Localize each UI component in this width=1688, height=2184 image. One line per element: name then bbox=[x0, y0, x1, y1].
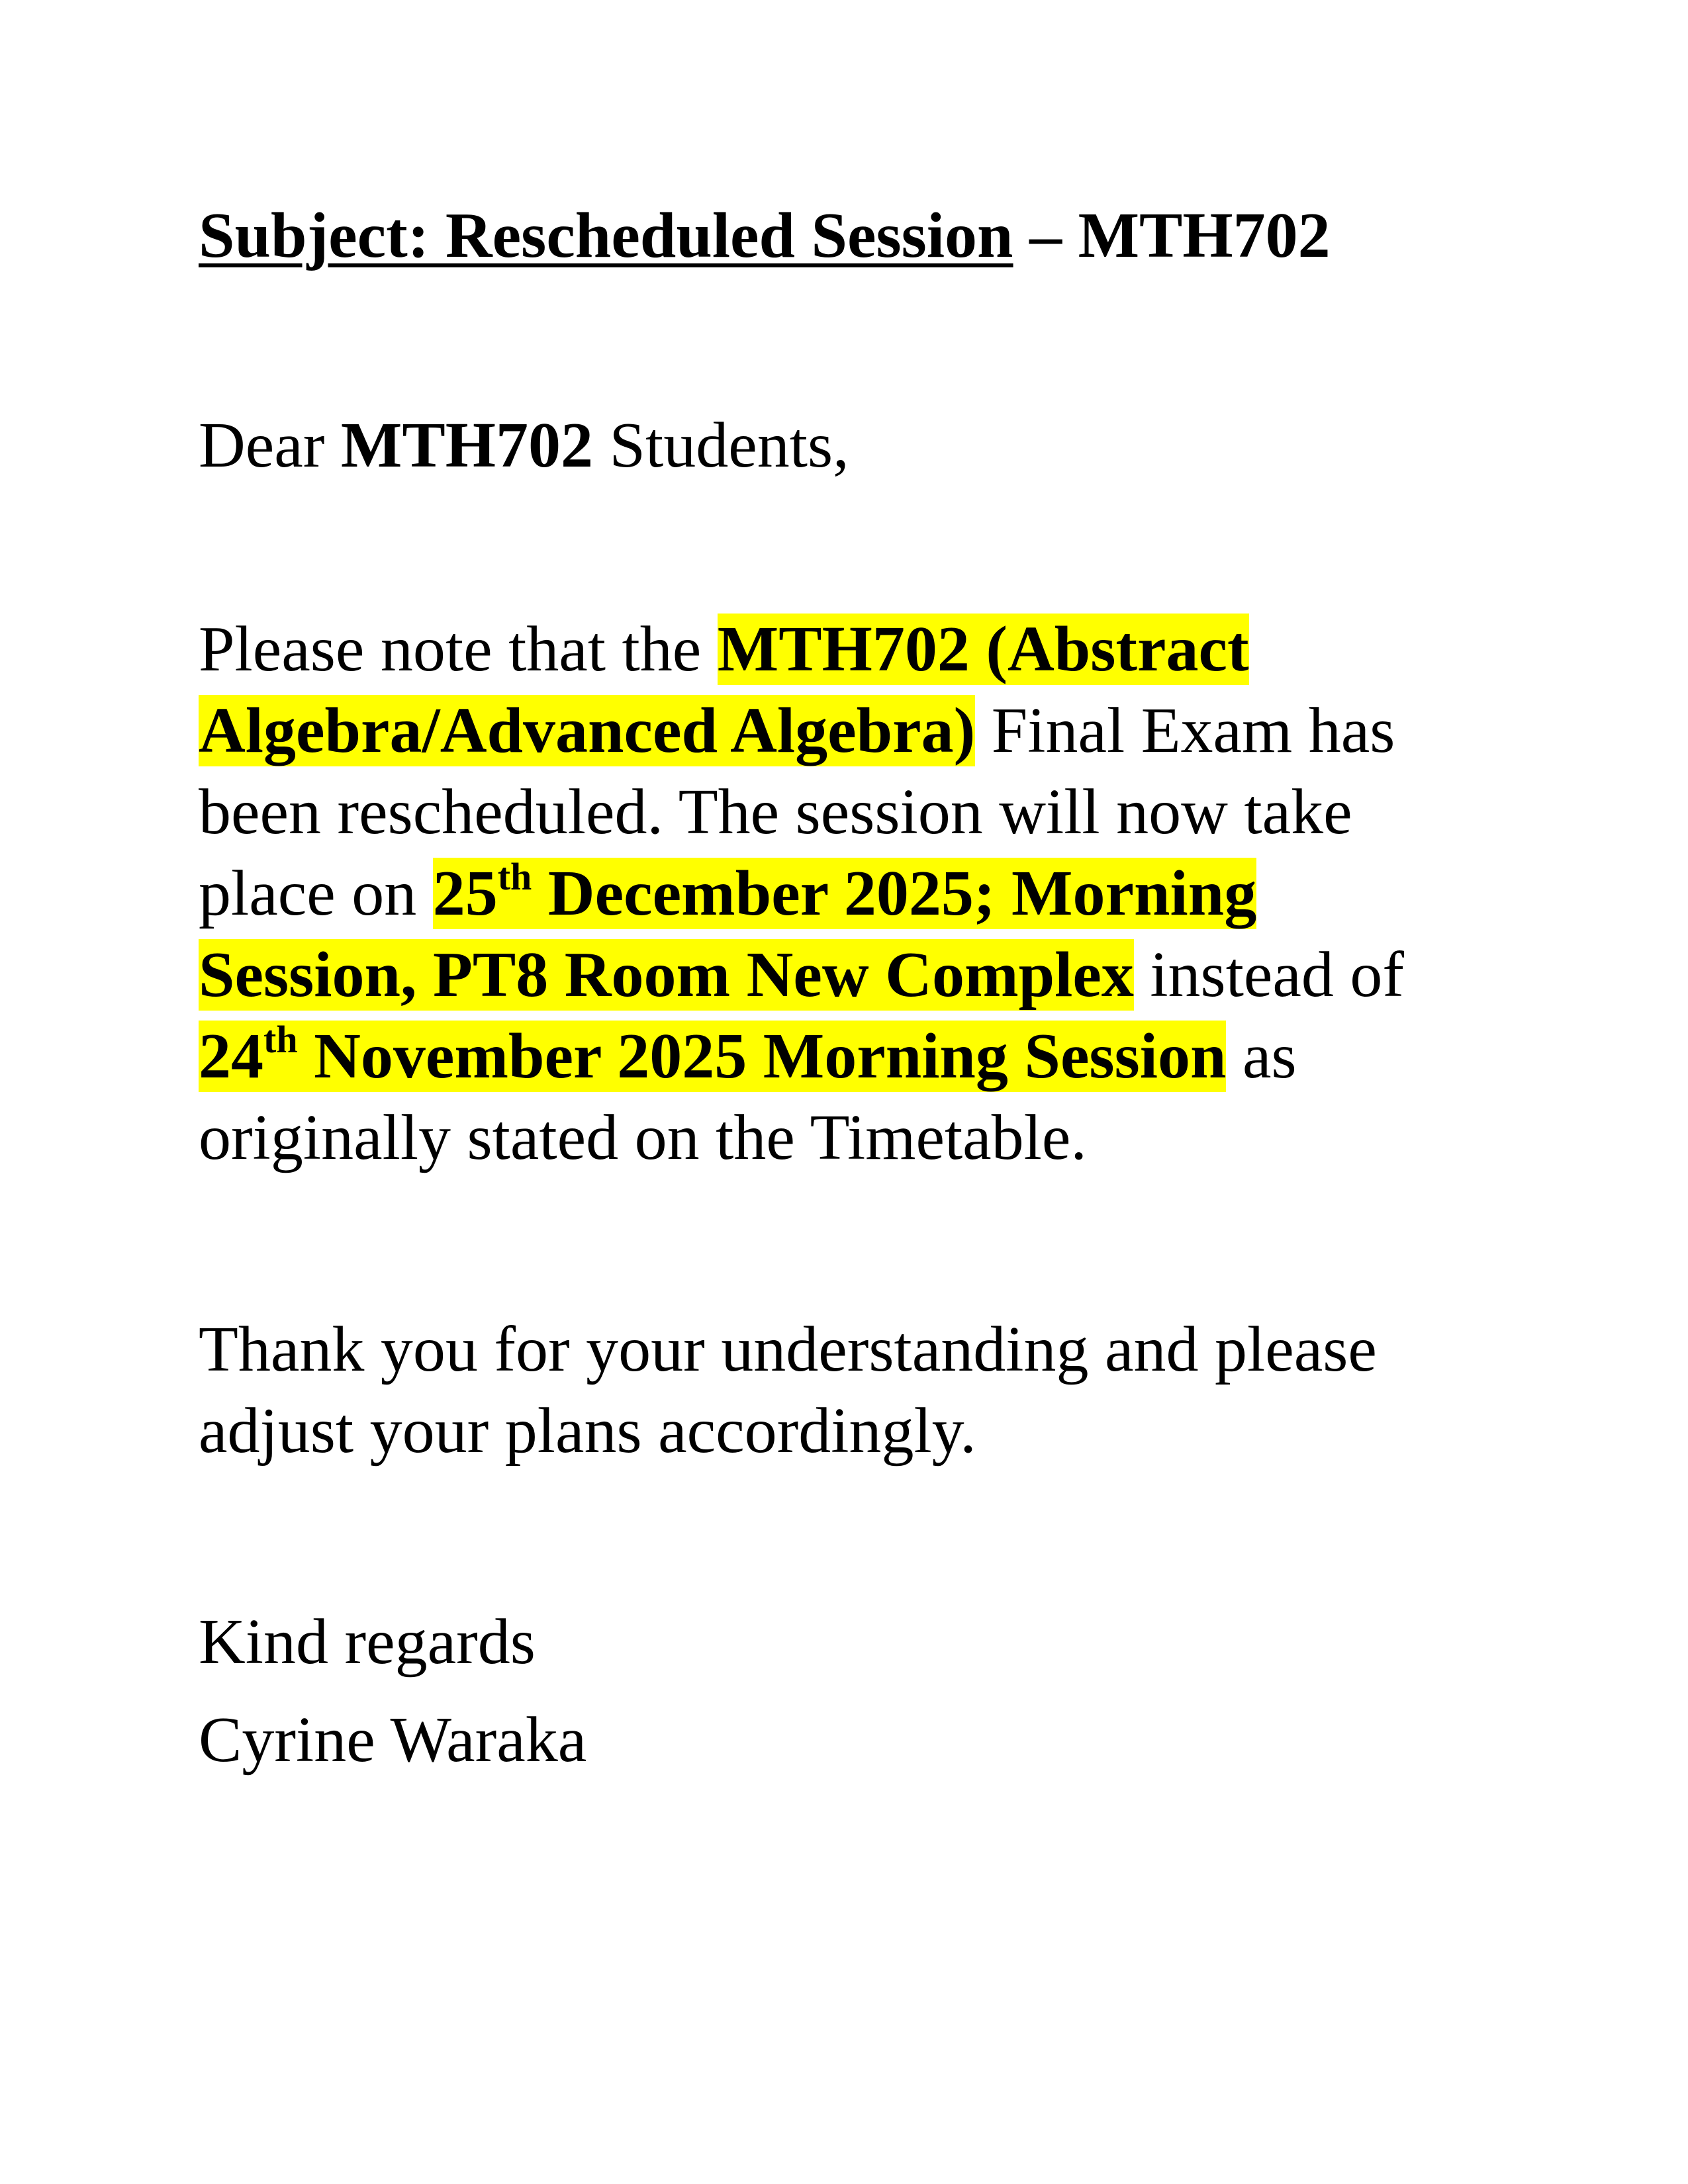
closing-regards bbox=[199, 1602, 536, 1682]
notice-line-3 bbox=[199, 772, 1352, 852]
thanks-line-2 bbox=[199, 1390, 976, 1471]
notice-text: Please note that the bbox=[199, 614, 718, 685]
closing-name bbox=[199, 1700, 586, 1780]
notice-line-4 bbox=[199, 853, 1256, 934]
signatory-name: Cyrine Waraka bbox=[199, 1704, 587, 1776]
old-date-rest: November 2025 Morning Session bbox=[297, 1021, 1227, 1092]
regards-text: Kind regards bbox=[199, 1606, 536, 1678]
highlighted-course-name: MTH702 (Abstract bbox=[717, 614, 1249, 685]
old-date-ordinal: th bbox=[263, 1018, 298, 1061]
thanks-text: adjust your plans accordingly. bbox=[199, 1395, 976, 1467]
highlighted-new-venue: Session, PT8 Room New Complex bbox=[199, 939, 1134, 1011]
new-date-rest: December 2025; Morning bbox=[532, 858, 1257, 929]
greeting-students: Students, bbox=[593, 410, 849, 481]
new-date-ordinal: th bbox=[497, 855, 532, 898]
subject-course: MTH702 bbox=[1078, 200, 1331, 271]
notice-text: as bbox=[1226, 1021, 1297, 1092]
thanks-text: Thank you for your understanding and please bbox=[199, 1314, 1377, 1385]
new-date-day: 25 bbox=[432, 858, 498, 929]
notice-text: Final Exam has bbox=[975, 695, 1395, 766]
greeting-dear: Dear bbox=[199, 410, 341, 481]
greeting-line bbox=[199, 405, 849, 486]
subject-label: Subject: Rescheduled Session bbox=[199, 200, 1013, 271]
notice-line-5 bbox=[199, 934, 1404, 1015]
notice-line-2 bbox=[199, 690, 1395, 771]
notice-line-6 bbox=[199, 1016, 1297, 1097]
document-page bbox=[199, 0, 1489, 2184]
highlighted-course-name: Algebra/Advanced Algebra) bbox=[199, 695, 976, 766]
thanks-line-1 bbox=[199, 1309, 1377, 1390]
greeting-course: MTH702 bbox=[340, 410, 593, 481]
highlighted-new-date bbox=[432, 855, 1257, 929]
notice-text: place on bbox=[199, 858, 433, 929]
subject-separator: – bbox=[1013, 200, 1078, 271]
notice-line-1 bbox=[199, 609, 1249, 690]
subject-line bbox=[199, 195, 1331, 276]
old-date-day: 24 bbox=[199, 1021, 263, 1092]
notice-text: been rescheduled. The session will now take bbox=[199, 776, 1352, 848]
notice-line-7 bbox=[199, 1097, 1087, 1178]
notice-text: instead of bbox=[1133, 939, 1405, 1011]
notice-text: originally stated on the Timetable. bbox=[199, 1102, 1087, 1173]
highlighted-old-date bbox=[199, 1018, 1227, 1092]
